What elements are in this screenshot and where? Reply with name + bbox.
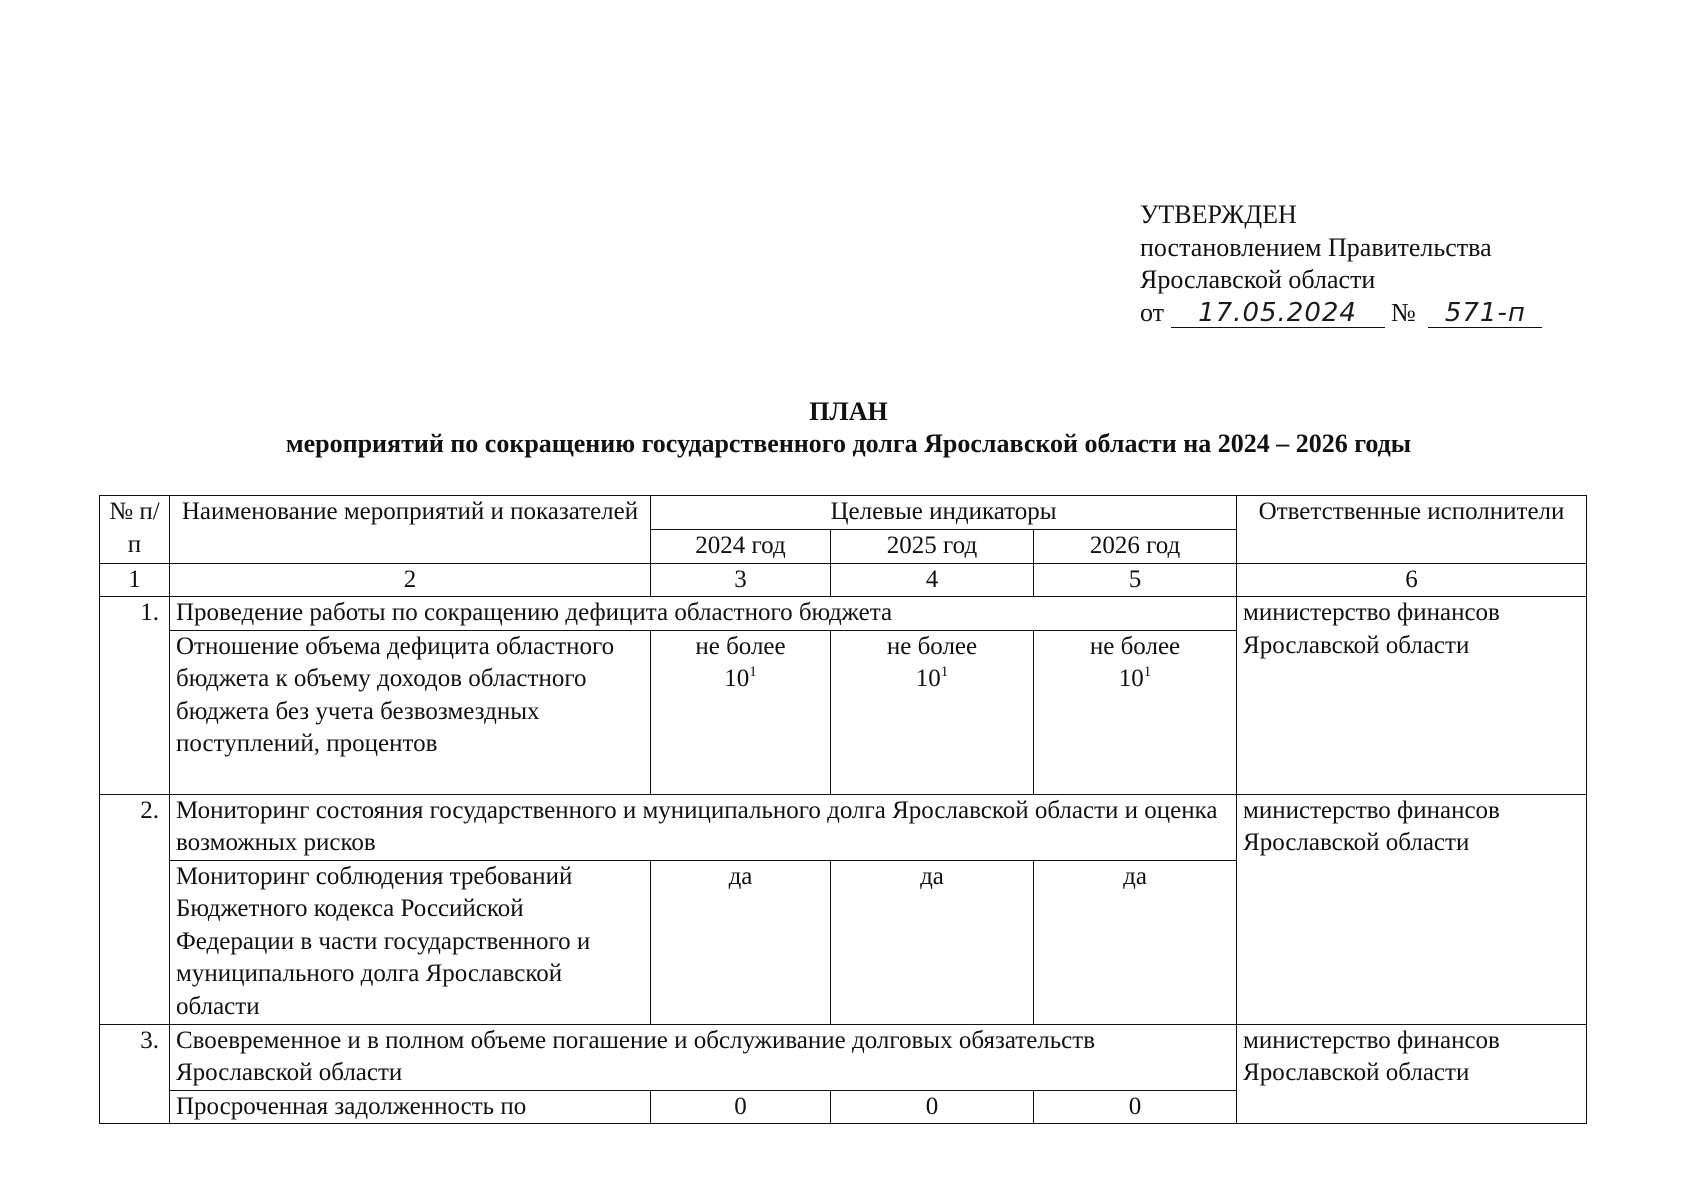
header-targets: Целевые индикаторы	[651, 496, 1237, 530]
target-value-2026: 0	[1034, 1090, 1237, 1124]
section-number: 1.	[100, 597, 170, 795]
approval-block	[1140, 199, 1660, 329]
footnote-mark: 1	[940, 664, 949, 680]
activity-text: Своевременное и в полном объеме погашение и обслуживание долговых обязательств Ярославской области	[170, 1024, 1237, 1090]
col-number: 5	[1034, 563, 1237, 597]
target-value-2025: да	[831, 860, 1034, 1024]
value-base: 10	[915, 665, 941, 692]
activity-text: Проведение работы по сокращению дефицита областного бюджета	[170, 597, 1237, 631]
column-numbers-row	[100, 563, 1587, 597]
footnote-mark: 1	[749, 664, 757, 680]
activity-text: Мониторинг состояния государственного и муниципального долга Ярославской области и оценка возможных рисков	[170, 794, 1237, 860]
target-value-2026: да	[1034, 860, 1237, 1024]
indicator-text: Мониторинг соблюдения требований Бюджетного кодекса Российской Федерации в части государственного и муниципального долга Ярославской области	[170, 860, 651, 1024]
target-value-2025	[831, 630, 1034, 794]
handwritten-date: 17.05.2024	[1171, 299, 1385, 328]
approval-heading: УТВЕРЖДЕН	[1140, 200, 1297, 229]
responsible-text: министерство финансов Ярославской области	[1237, 1024, 1587, 1124]
header-num: № п/п	[100, 496, 170, 564]
target-value-2025: 0	[831, 1090, 1034, 1124]
col-number: 6	[1237, 563, 1587, 597]
header-row	[100, 496, 1587, 530]
header-year-2024: 2024 год	[651, 530, 831, 564]
header-year-2025: 2025 год	[831, 530, 1034, 564]
col-number: 4	[831, 563, 1034, 597]
header-responsible: Ответственные исполнители	[1237, 496, 1587, 564]
value-base: 10	[1118, 665, 1144, 692]
section-activity-row	[100, 597, 1587, 631]
footnote-mark: 1	[1143, 664, 1152, 680]
indicator-text: Просроченная задолженность по	[170, 1090, 651, 1124]
section-number: 3.	[100, 1024, 170, 1124]
header-year-2026: 2026 год	[1034, 530, 1237, 564]
title-plan: ПЛАН	[809, 397, 888, 426]
number-prefix: №	[1391, 297, 1416, 327]
plan-table	[99, 495, 1587, 1124]
date-prefix: от	[1140, 297, 1165, 327]
col-number: 1	[100, 563, 170, 597]
approval-line-2: Ярославской области	[1140, 265, 1376, 294]
section-activity-row	[100, 794, 1587, 860]
value-text: не более	[1089, 632, 1181, 660]
col-number: 2	[170, 563, 651, 597]
indicator-text: Отношение объема дефицита областного бюджета к объему доходов областного бюджета без учета безвозмездных поступлений, процентов	[170, 630, 651, 794]
target-value-2024: 0	[651, 1090, 831, 1124]
target-value-2026	[1034, 630, 1237, 794]
section-number: 2.	[100, 794, 170, 1024]
value-base: 10	[724, 665, 750, 692]
target-value-2024: да	[651, 860, 831, 1024]
title-subtitle: мероприятий по сокращению государственного долга Ярославской области на 2024 – 2026 годы	[285, 429, 1412, 458]
col-number: 3	[651, 563, 831, 597]
section-activity-row	[100, 1024, 1587, 1090]
value-text: не более	[886, 632, 978, 660]
handwritten-number: 571-п	[1428, 299, 1542, 328]
target-value-2024	[651, 630, 831, 794]
approval-date-line	[1140, 297, 1660, 330]
responsible-text: министерство финансов Ярославской области	[1237, 794, 1587, 1024]
header-name: Наименование мероприятий и показателей	[170, 496, 651, 564]
document-title	[0, 396, 1697, 460]
value-text: не более	[695, 632, 786, 660]
approval-line-1: постановлением Правительства	[1140, 232, 1492, 262]
responsible-text: министерство финансов Ярославской области	[1237, 597, 1587, 795]
